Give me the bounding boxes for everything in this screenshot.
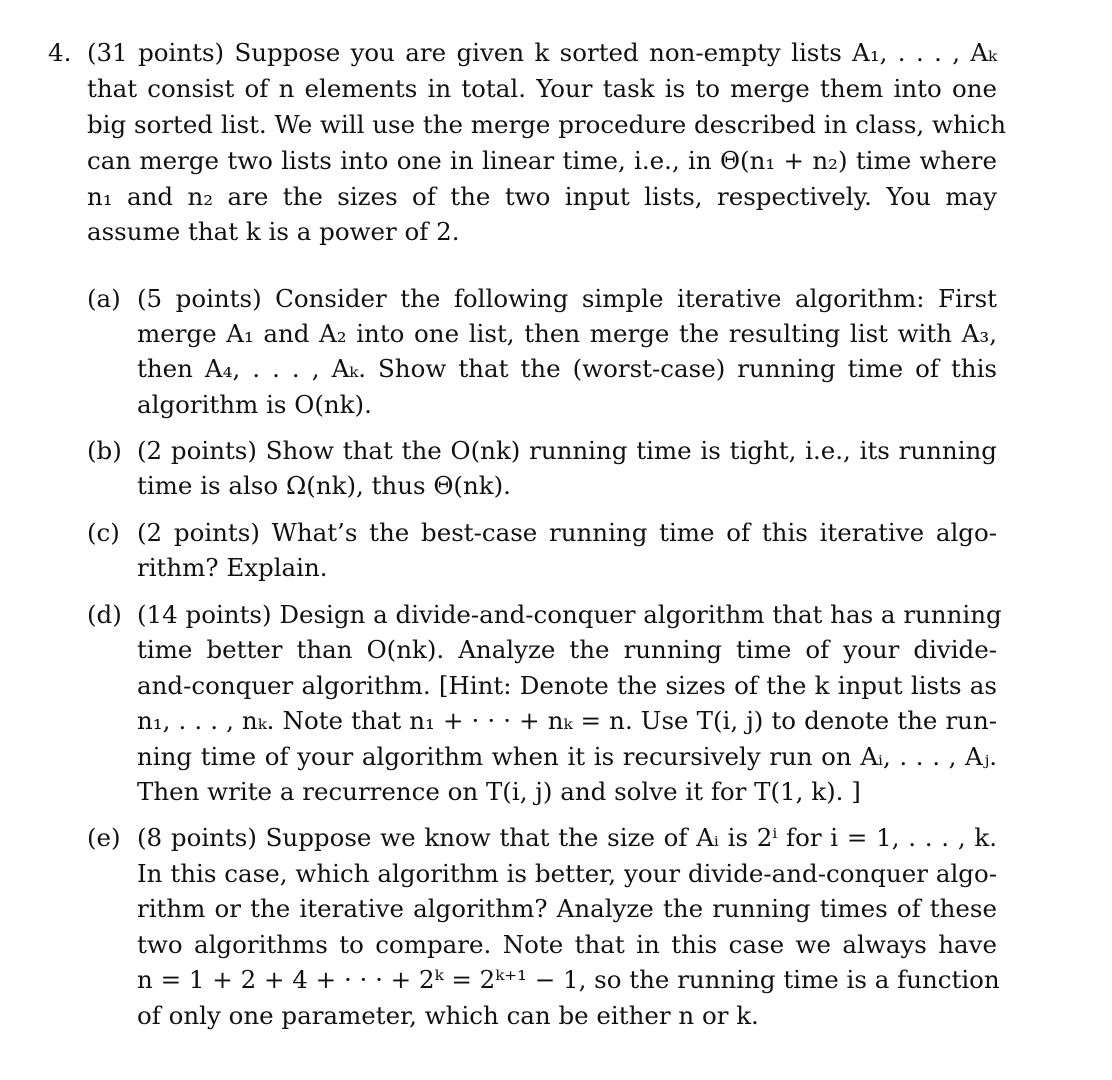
part-e-line-6: of only one parameter, which can be either n or k. bbox=[137, 1001, 759, 1030]
part-e-line-3: rithm or the iterative algorithm? Analyze the running times of these bbox=[137, 894, 997, 923]
part-c-line-2: rithm? Explain. bbox=[137, 553, 328, 582]
part-d-line-2: time better than O(nk). Analyze the running time of your divide- bbox=[137, 635, 997, 664]
part-d-line-6: Then write a recurrence on T(i, j) and solve it for T(1, k). ] bbox=[137, 777, 861, 806]
part-d-line-4: n₁, . . . , nₖ. Note that n₁ + · · · + nₖ = n. Use T(i, j) to denote the run- bbox=[137, 706, 997, 735]
problem-line-3: big sorted list. We will use the merge procedure described in class, which bbox=[87, 110, 1007, 139]
problem-line-6: assume that k is a power of 2. bbox=[87, 217, 460, 246]
problem-line-4: can merge two lists into one in linear time, i.e., in Θ(n₁ + n₂) time where bbox=[87, 146, 997, 175]
part-a-line-3: then A₄, . . . , Aₖ. Show that the (worst-case) running time of this bbox=[137, 354, 997, 383]
part-d-line-3: and-conquer algorithm. [Hint: Denote the sizes of the k input lists as bbox=[137, 671, 997, 700]
problem-line-1: (31 points) Suppose you are given k sorted non-empty lists A₁, . . . , Aₖ bbox=[87, 38, 997, 67]
part-d-line-1: (14 points) Design a divide-and-conquer algorithm that has a running bbox=[137, 600, 1002, 629]
problem-number: 4. bbox=[48, 38, 72, 67]
part-d-label: (d) bbox=[87, 600, 122, 629]
part-e-line-1: (8 points) Suppose we know that the size of Aᵢ is 2ⁱ for i = 1, . . . , k. bbox=[137, 823, 997, 852]
part-c-label: (c) bbox=[87, 518, 120, 547]
part-a-line-4: algorithm is O(nk). bbox=[137, 390, 372, 419]
part-b-line-2: time is also Ω(nk), thus Θ(nk). bbox=[137, 471, 511, 500]
part-e-label: (e) bbox=[87, 823, 121, 852]
part-c-line-1: (2 points) What’s the best-case running time of this iterative algo- bbox=[137, 518, 997, 547]
part-e-line-4: two algorithms to compare. Note that in this case we always have bbox=[137, 930, 997, 959]
part-d-line-5: ning time of your algorithm when it is recursively run on Aᵢ, . . . , Aⱼ. bbox=[137, 742, 997, 771]
part-b-line-1: (2 points) Show that the O(nk) running time is tight, i.e., its running bbox=[137, 436, 997, 465]
part-a-label: (a) bbox=[87, 284, 121, 313]
problem-line-2: that consist of n elements in total. Your task is to merge them into one bbox=[87, 74, 997, 103]
problem-line-5: n₁ and n₂ are the sizes of the two input lists, respectively. You may bbox=[87, 182, 997, 211]
part-e-line-2: In this case, which algorithm is better, your divide-and-conquer algo- bbox=[137, 859, 997, 888]
part-e-line-5: n = 1 + 2 + 4 + · · · + 2ᵏ = 2ᵏ⁺¹ − 1, so the running time is a function bbox=[137, 965, 1000, 994]
part-b-label: (b) bbox=[87, 436, 122, 465]
part-a-line-2: merge A₁ and A₂ into one list, then merge the resulting list with A₃, bbox=[137, 319, 997, 348]
part-a-line-1: (5 points) Consider the following simple iterative algorithm: First bbox=[137, 284, 997, 313]
